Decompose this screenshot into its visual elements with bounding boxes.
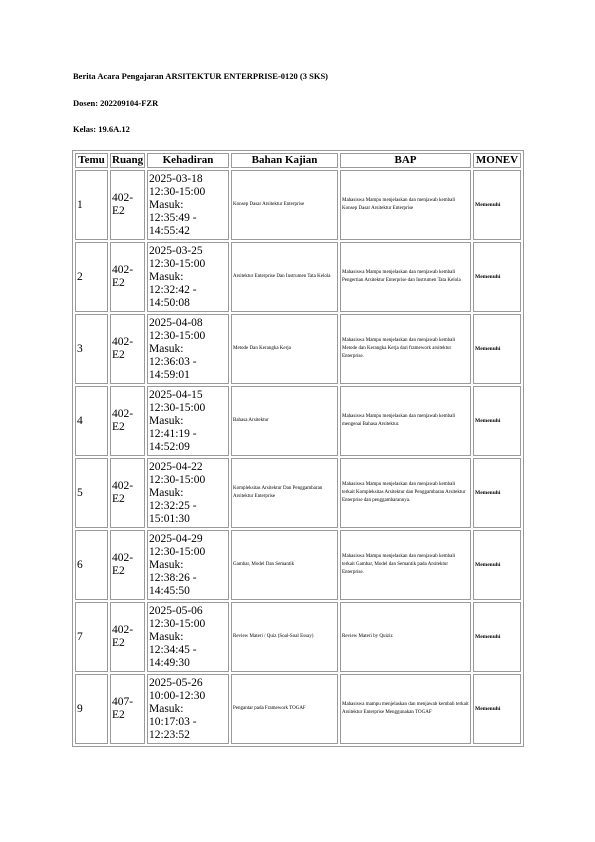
document-title: Berita Acara Pengajaran ARSITEKTUR ENTERPRISE-0120 (3 SKS)	[73, 71, 329, 81]
cell-bap: Mahasiswa Mampu menjelaskan dan menjawab kembali Metode dan Kerangka Kerja dari framework arsitektur Enterprise.	[340, 314, 471, 384]
cell-monev: Memenuhi	[473, 170, 521, 240]
cell-bahan-kajian: Pengantar pada Framework TOGAF	[231, 674, 338, 744]
kehadiran-line: 12:30-15:00	[149, 545, 206, 558]
cell-bap: Mahasiswa Mampu menjelaskan dan menjawab kembali terkait Kompleksitas Arsitektur dan Penggambaran Arsitektur Enterprise dan penggambarannya.	[340, 458, 471, 528]
cell-temu: 5	[75, 458, 108, 528]
kehadiran-line: 14:55:42	[149, 224, 190, 237]
cell-monev: Memenuhi	[473, 458, 521, 528]
cell-bap: Mahasiswa mampu menjelaskan dan menjawab kembali terkait Arsitektur Enterprise Menggunakan TOGAF	[340, 674, 471, 744]
kehadiran-line: 12:23:52	[149, 728, 190, 741]
table-row	[75, 386, 521, 456]
cell-ruang: 402-E2	[110, 386, 145, 456]
kehadiran-line: Masuk:	[149, 270, 184, 283]
kehadiran-line: 12:30-15:00	[149, 401, 206, 414]
cell-kehadiran	[147, 170, 229, 240]
cell-bahan-kajian: Review Materi / Quiz (Soal-Soal Essay)	[231, 602, 338, 672]
col-header-temu: Temu	[75, 153, 108, 168]
cell-temu: 4	[75, 386, 108, 456]
cell-ruang: 407-E2	[110, 674, 145, 744]
kehadiran-line: 2025-04-29	[149, 532, 203, 545]
kehadiran-line: 14:59:01	[149, 368, 190, 381]
kehadiran-line: 12:30-15:00	[149, 617, 206, 630]
col-header-bap: BAP	[340, 153, 471, 168]
kehadiran-line: 12:30-15:00	[149, 185, 206, 198]
kehadiran-line: Masuk:	[149, 486, 184, 499]
kehadiran-line: Masuk:	[149, 630, 184, 643]
col-header-kehadiran: Kehadiran	[147, 153, 229, 168]
cell-monev: Memenuhi	[473, 314, 521, 384]
kehadiran-line: 12:34:45 -	[149, 643, 197, 656]
cell-kehadiran	[147, 314, 229, 384]
cell-temu: 1	[75, 170, 108, 240]
cell-bap: Mahasiswa Mampu menjelaskan dan menjawab kembali Konsep Dasar Arsitektur Enterprise	[340, 170, 471, 240]
cell-temu: 9	[75, 674, 108, 744]
cell-temu: 6	[75, 530, 108, 600]
kehadiran-line: 2025-05-26	[149, 676, 203, 689]
kehadiran-line: 2025-04-22	[149, 460, 203, 473]
cell-ruang: 402-E2	[110, 170, 145, 240]
cell-bahan-kajian: Gambar, Model Dan Semantik	[231, 530, 338, 600]
kehadiran-line: Masuk:	[149, 198, 184, 211]
table-row	[75, 242, 521, 312]
kehadiran-line: 12:30-15:00	[149, 257, 206, 270]
table-row	[75, 170, 521, 240]
cell-monev: Memenuhi	[473, 530, 521, 600]
kehadiran-line: 12:32:25 -	[149, 499, 197, 512]
col-header-monev: MONEV	[473, 153, 521, 168]
cell-bap: Mahasiswa Mampu menjelaskan dan menjawab kembali mengenai Bahasa Arsitektur.	[340, 386, 471, 456]
kehadiran-line: 12:36:03 -	[149, 355, 197, 368]
table-row	[75, 530, 521, 600]
kehadiran-line: 12:30-15:00	[149, 473, 206, 486]
cell-ruang: 402-E2	[110, 530, 145, 600]
kehadiran-line: 12:41:19 -	[149, 427, 197, 440]
cell-ruang: 402-E2	[110, 458, 145, 528]
cell-kehadiran	[147, 602, 229, 672]
cell-kehadiran	[147, 530, 229, 600]
cell-temu: 2	[75, 242, 108, 312]
kehadiran-line: Masuk:	[149, 414, 184, 427]
cell-kehadiran	[147, 386, 229, 456]
kehadiran-line: 15:01:30	[149, 512, 190, 525]
class-code: Kelas: 19.6A.12	[73, 124, 130, 134]
cell-bahan-kajian: Metode Dan Kerangka Kerja	[231, 314, 338, 384]
cell-bahan-kajian: Bahasa Arsitektur	[231, 386, 338, 456]
kehadiran-line: Masuk:	[149, 558, 184, 571]
cell-monev: Memenuhi	[473, 602, 521, 672]
kehadiran-line: 14:52:09	[149, 440, 190, 453]
kehadiran-line: Masuk:	[149, 342, 184, 355]
kehadiran-line: 10:00-12:30	[149, 689, 206, 702]
cell-monev: Memenuhi	[473, 386, 521, 456]
cell-ruang: 402-E2	[110, 314, 145, 384]
teaching-record-table	[72, 150, 524, 747]
kehadiran-line: 12:35:49 -	[149, 211, 197, 224]
cell-monev: Memenuhi	[473, 674, 521, 744]
kehadiran-line: 2025-04-08	[149, 316, 203, 329]
table-header-row	[75, 153, 521, 168]
cell-monev: Memenuhi	[473, 242, 521, 312]
kehadiran-line: Masuk:	[149, 702, 184, 715]
kehadiran-line: 14:49:30	[149, 656, 190, 669]
table-row	[75, 674, 521, 744]
table-row	[75, 602, 521, 672]
kehadiran-line: 2025-04-15	[149, 388, 203, 401]
cell-bahan-kajian: Konsep Dasar Arsitektur Enterprise	[231, 170, 338, 240]
cell-kehadiran	[147, 458, 229, 528]
cell-bap: Review Materi by Quiziz	[340, 602, 471, 672]
kehadiran-line: 14:50:08	[149, 296, 190, 309]
table-row	[75, 458, 521, 528]
cell-temu: 7	[75, 602, 108, 672]
table-row	[75, 314, 521, 384]
kehadiran-line: 14:45:50	[149, 584, 190, 597]
cell-temu: 3	[75, 314, 108, 384]
cell-bahan-kajian: Kompleksitas Arsitektur Dan Penggambaran Arsitektur Enterprise	[231, 458, 338, 528]
col-header-ruang: Ruang	[112, 154, 144, 166]
cell-bap: Mahasiswa Mampu menjelaskan dan menjawab kembali terkait Gambar, Model dan Semantik pada Arsitektur Enterprise.	[340, 530, 471, 600]
cell-ruang: 402-E2	[110, 242, 145, 312]
cell-kehadiran	[147, 242, 229, 312]
kehadiran-line: 2025-05-06	[149, 604, 203, 617]
cell-ruang: 402-E2	[110, 602, 145, 672]
kehadiran-line: 2025-03-18	[149, 172, 203, 185]
kehadiran-line: 12:30-15:00	[149, 329, 206, 342]
cell-kehadiran	[147, 674, 229, 744]
kehadiran-line: 10:17:03 -	[149, 715, 197, 728]
cell-bahan-kajian: Arsitektur Enterprise Dan Instrumen Tata Kelola	[231, 242, 338, 312]
cell-bap: Mahasiswa Mampu menjelaskan dan menjawab kembali Pengertian Arsitektur Enterprise dan Instrumen Tata Kelola	[340, 242, 471, 312]
kehadiran-line: 2025-03-25	[149, 244, 203, 257]
col-header-bahan-kajian: Bahan Kajian	[231, 153, 338, 168]
kehadiran-line: 12:38:26 -	[149, 571, 197, 584]
kehadiran-line: 12:32:42 -	[149, 283, 197, 296]
lecturer-code: Dosen: 202209104-FZR	[73, 98, 159, 108]
